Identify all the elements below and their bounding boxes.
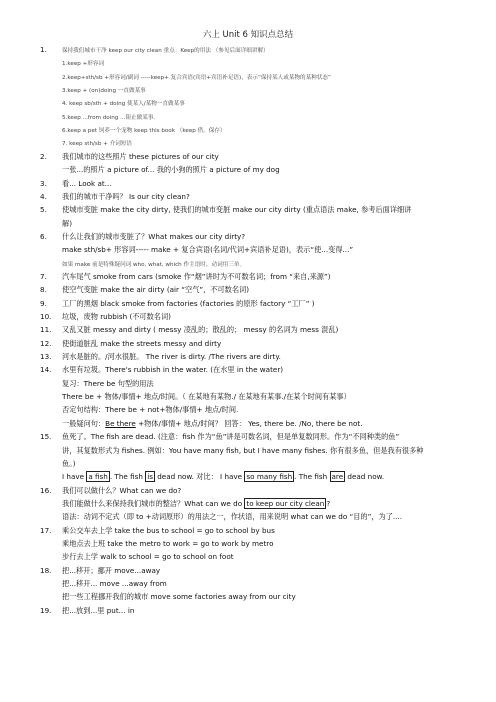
doc-line [62, 58, 104, 69]
doc-line [62, 379, 154, 388]
doc-line [40, 179, 112, 188]
doc-line [62, 245, 353, 254]
doc-line [62, 165, 280, 174]
line-text: 把...移开；挪开 move...away [62, 565, 161, 575]
doc-line [40, 325, 338, 334]
item-number: 4. [40, 191, 47, 201]
line-text: 使城市变脏 make the city dirty, 使我们的城市变脏 make our city dirty (重点语法 make, 参考后面详细讲 [62, 205, 412, 215]
item-number: 12. [40, 338, 52, 348]
line-text: 把...移开... move ...away from [62, 579, 167, 588]
line-text: 又乱又脏 messy and dirty ( messy 凌乱的；散乱的； messy 的名词为 mess 混乱) [62, 325, 339, 335]
item-number: 7. [40, 271, 47, 281]
line-text: 使空气变脏 make the air dirty (air “空气”，不可数名词) [62, 285, 250, 295]
doc-line [40, 312, 171, 321]
doc-line [40, 285, 249, 294]
line-text: 工厂的黑烟 black smoke from factories (factories 的原形 factory “工厂” ) [62, 298, 315, 308]
item-number: 2. [40, 151, 47, 161]
line-segment: . The fish [109, 472, 146, 482]
doc-line [40, 526, 275, 535]
doc-line [62, 579, 167, 588]
line-text: make sth/sb+ 形容词----- make + 复合宾语(名词/代词+宾语补足语)，表示“使...变得...” [62, 245, 354, 255]
line-segment: is [147, 472, 153, 482]
line-text: 把...放到...里 put... in [62, 605, 135, 615]
item-number: 3. [40, 178, 47, 188]
doc-line [62, 405, 238, 414]
line-segment: I have [62, 472, 87, 482]
doc-line [40, 486, 181, 495]
line-text: 把一些工程挪开我们的城市 move some factories away from our city [62, 592, 296, 602]
line-text: 乘公交车去上学 take the bus to school = go to school by bus [62, 525, 275, 535]
line-text: 鱼死了。The fish are dead. (注意：fish 作为“鱼”讲是可数名词，但是单复数同形。作为“不同种类的鱼” [62, 432, 400, 442]
item-number: 5. [40, 205, 47, 215]
line-text: 鱼。) [62, 458, 76, 468]
line-text: 否定句结构：There be + not+物体/事情+ 地点/时间. [62, 405, 239, 415]
line-text: 乘地点去上班 take the metro to work = go to work by metro [62, 538, 274, 548]
line-text: 5.keep ...from doing ...阻止做某事. [62, 114, 156, 121]
line-segment: so many fish [246, 472, 293, 482]
doc-line [40, 352, 281, 361]
line-text: 2.keep+sth/sb +形容词/副词 -----keep+ 复合宾语(宾语+宾语补足语)，表示“保持某人或某物的某种状态” [62, 74, 331, 81]
doc-line [40, 432, 399, 441]
line-text: 水里有垃圾。There's rubbish in the water. (在水里 in the water) [62, 365, 284, 375]
doc-line [40, 205, 411, 214]
doc-line [62, 72, 331, 83]
line-text: There be + 物体/事情+ 地点/时间。（ 在某地有某物./ 在某地有某事./在某个时间有某事） [62, 392, 351, 402]
line-segment: . The fish [294, 472, 330, 482]
doc-line [40, 339, 221, 348]
line-text: 解) [62, 218, 72, 228]
page-title: 六上 Unit 6 知识点总结 [202, 30, 294, 40]
item-number: 8. [40, 285, 47, 295]
line-text: 复习：There be 句型的用法 [62, 378, 154, 388]
line-text: 步行去上学 walk to school = go to school on foot [62, 552, 234, 562]
doc-line [62, 592, 296, 601]
line-text: 什么让我们的城市变脏了？What makes our city dirty? [62, 231, 246, 241]
doc-line [62, 125, 226, 136]
item-number: 10. [40, 312, 52, 321]
item-number: 18. [40, 565, 52, 575]
line-text: 河水是脏的。/河水很脏。 The river is dirty. /The rivers are dirty. [62, 352, 281, 362]
item-number: 13. [40, 352, 52, 362]
line-segment: a fish [88, 472, 108, 482]
doc-line [62, 392, 351, 401]
doc-line [62, 219, 72, 228]
doc-line [62, 446, 423, 455]
doc-line [40, 272, 331, 281]
doc-line [40, 45, 269, 56]
line-text: 保持我们城市干净 keep our city clean 重点：Keep的用法 （参见后面详细讲解） [62, 48, 269, 54]
doc-line [62, 138, 132, 149]
line-text: 3.keep + (on)doing 一直做某事 [62, 88, 146, 95]
doc-line [62, 419, 363, 428]
line-text: 语法：动词不定式（即 to +动词原形）的用法之一，作状语，用来说明 what can we do “目的”，为了.... [62, 512, 403, 522]
line-text: 看... Look at... [62, 178, 112, 188]
doc-line [62, 512, 402, 521]
line-segment: ? [326, 498, 331, 508]
doc-line [40, 232, 245, 241]
item-number: 9. [40, 298, 47, 308]
item-number: 15. [40, 432, 52, 442]
doc-line [40, 152, 219, 161]
line-text: 1.keep +形容词 [62, 61, 105, 68]
line-text: 使街道脏乱 make the streets messy and dirty [62, 338, 222, 348]
line-text: 我们的城市干净吗？ Is our city clean? [62, 191, 190, 201]
line-text: 7. keep sth/sb + 介词短语 [62, 141, 132, 148]
doc-line [62, 112, 155, 123]
doc-line [62, 98, 185, 109]
line-text: 讲，其复数形式为 fishes. 例如：You have many fish, but I have many fishes. 你有很多鱼，但是我有很多种 [62, 445, 424, 455]
line-segment: dead now. 对比： I have [154, 472, 245, 482]
item-number: 16. [40, 485, 52, 495]
line-segment: to keep our city clean [246, 498, 325, 508]
line-text: 垃圾，废物 rubbish (不可数名词) [62, 312, 171, 321]
line-text: 如果 make 前是特殊疑问词 who, what, which 作主语时，动词用三单。 [62, 261, 246, 268]
line-text: 我们可以做什么？What can we do? [62, 485, 182, 495]
line-text: 一般疑问句： [62, 418, 106, 428]
doc-line [62, 499, 330, 508]
underlined-phrase: Be there [105, 418, 136, 428]
doc-line [62, 552, 234, 561]
doc-line [40, 192, 190, 201]
doc-line [40, 606, 134, 615]
item-number: 19. [40, 605, 52, 615]
item-number: 6. [40, 231, 47, 241]
line-segment: dead now. [345, 472, 385, 482]
doc-line [40, 299, 315, 308]
doc-line [40, 566, 160, 575]
item-number: 17. [40, 525, 52, 535]
line-text: 4. keep sb/sth + doing 使某人/某物一直做某事 [62, 101, 185, 108]
line-text: 我们城市的这些照片 these pictures of our city [62, 151, 219, 161]
line-segment: 我们能做什么来保持我们城市的整洁？What can we do [62, 498, 245, 508]
line-text: 汽车尾气 smoke from cars (smoke 作“烟”讲时为不可数名词；from “来自,来源”) [62, 271, 331, 281]
line-text: 6.keep a pet 饲养一个宠物 keep this book （keep 借，保存） [62, 128, 226, 135]
doc-line [62, 85, 146, 96]
item-number: 1. [40, 45, 47, 54]
doc-line [62, 472, 384, 481]
item-number: 11. [40, 325, 52, 335]
doc-line [40, 365, 283, 374]
item-number: 14. [40, 365, 52, 375]
line-segment: are [331, 472, 344, 482]
line-text: +物体/事情+ 地点/时间？ 回答： Yes, there be. /No, there be not. [135, 418, 363, 428]
doc-line [62, 259, 245, 270]
doc-line [62, 459, 76, 468]
doc-line [62, 539, 274, 548]
line-text: 一张...的照片 a picture of... 我的小狗的照片 a picture of my dog [62, 165, 280, 175]
